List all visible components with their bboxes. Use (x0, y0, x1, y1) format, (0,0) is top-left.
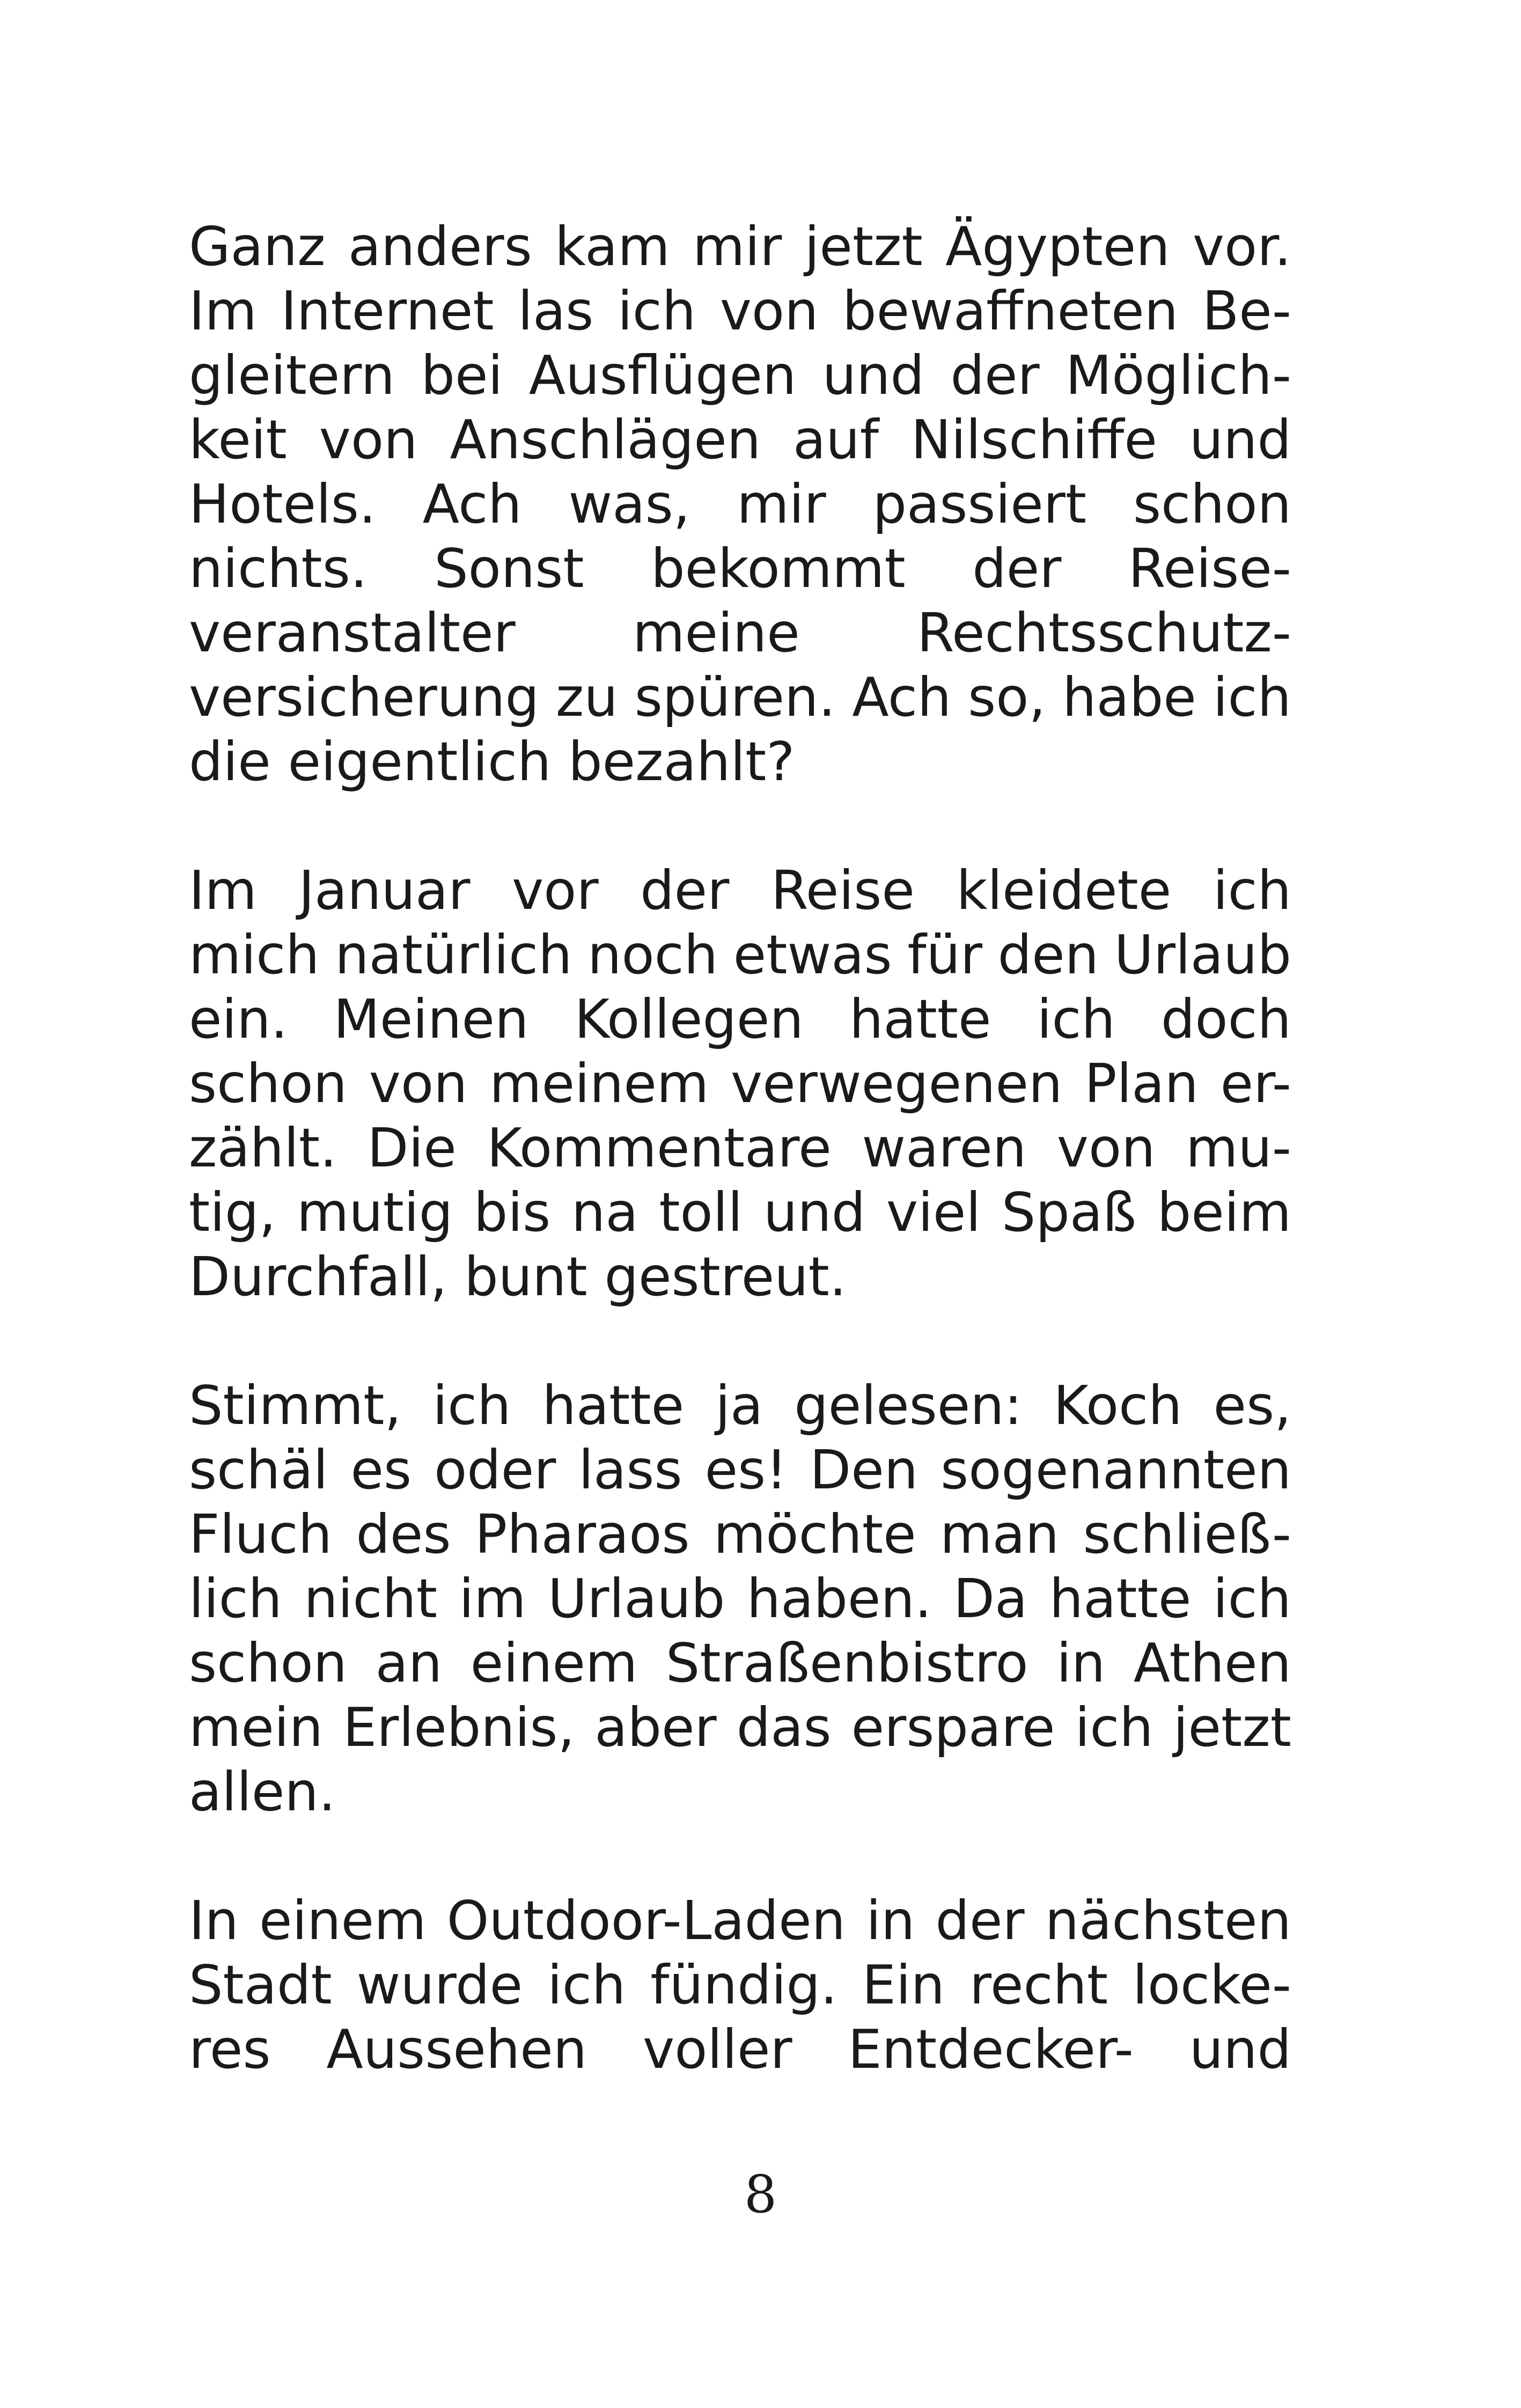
word: schon (1133, 473, 1291, 535)
word: mutig (296, 1181, 453, 1244)
word: keit (189, 408, 287, 471)
word: Nilschiffe (910, 408, 1157, 471)
word: im (459, 1567, 526, 1630)
word: der (640, 859, 730, 922)
word: ich (432, 1374, 511, 1437)
word: möchte (713, 1503, 916, 1566)
word: Outdoor-Laden (446, 1889, 846, 1952)
word: locke- (1133, 1954, 1291, 2016)
word: Fluch (189, 1503, 333, 1566)
word: ich (1075, 1696, 1153, 1759)
word: viel (886, 1181, 981, 1244)
text-line (189, 987, 1291, 1052)
word: bekommt (651, 537, 906, 600)
word: passiert (872, 473, 1087, 535)
word: in (1056, 1632, 1106, 1694)
word: ich (1213, 859, 1291, 922)
word: und (1189, 408, 1291, 471)
word: ich (547, 1954, 626, 2016)
word: hatte (1049, 1567, 1192, 1630)
word: fündig. (650, 1954, 837, 2016)
text-line-last: die eigentlich bezahlt? (189, 730, 795, 793)
word: ich (617, 280, 696, 342)
word: schäl (189, 1438, 328, 1501)
text-line (189, 472, 1291, 537)
word: vor (512, 859, 599, 922)
word: zu (555, 666, 618, 729)
text-line-last: allen. (189, 1760, 336, 1823)
text-line (189, 1567, 1291, 1631)
word: Meinen (333, 988, 529, 1051)
word: las (518, 280, 594, 342)
word: Urlaub (1114, 923, 1291, 986)
word: Reise- (1128, 537, 1291, 600)
word: hatte (542, 1374, 685, 1437)
word: zählt. (189, 1117, 337, 1179)
word: bei (421, 344, 503, 407)
word: man (940, 1503, 1060, 1566)
word: Januar (298, 859, 471, 922)
word: Urlaub (548, 1567, 725, 1630)
word: ich (1213, 1567, 1291, 1630)
word: Da (953, 1567, 1028, 1630)
word: Kollegen (574, 988, 804, 1051)
text-line (189, 601, 1291, 665)
word: auf (793, 408, 879, 471)
word: jetzt (804, 215, 923, 278)
word: Die (367, 1117, 457, 1179)
word: schließ- (1083, 1503, 1291, 1566)
word: schon (189, 1052, 348, 1115)
word: Kommentare (487, 1117, 832, 1179)
word: mein (189, 1696, 324, 1759)
word: Ausflügen (528, 344, 797, 407)
word: Plan (1084, 1052, 1199, 1115)
word: einem (470, 1632, 638, 1694)
word: oder (434, 1438, 556, 1501)
word: und (1189, 2018, 1291, 2081)
word: nächsten (1045, 1889, 1291, 1952)
word: jetzt (1173, 1696, 1291, 1759)
text-line (189, 858, 1291, 923)
word: Im (189, 859, 257, 922)
word: Spaß (1001, 1181, 1137, 1244)
word: gelesen: (794, 1374, 1023, 1437)
word: Hotels. (189, 473, 376, 535)
text-line (189, 1889, 1291, 1953)
word: habe (1062, 666, 1196, 729)
word: beim (1157, 1181, 1291, 1244)
text-line (189, 1374, 1291, 1438)
paragraph-1 (189, 215, 1291, 794)
paragraph-4 (189, 1889, 1291, 2082)
word: Möglich- (1066, 344, 1291, 407)
word: von (719, 280, 819, 342)
word: lich (189, 1567, 282, 1630)
word: noch (587, 923, 718, 986)
word: an (375, 1632, 443, 1694)
paragraph-2 (189, 858, 1291, 1309)
word: wurde (356, 1954, 523, 2016)
word: Entdecker- (848, 2018, 1134, 2081)
word: meine (633, 601, 800, 664)
word: was, (568, 473, 690, 535)
word: ja (715, 1374, 763, 1437)
word: Ein (862, 1954, 945, 2016)
word: bewaffneten (842, 280, 1179, 342)
word: mu- (1186, 1117, 1291, 1179)
word: mich (189, 923, 320, 986)
word: ich (1213, 666, 1291, 729)
word: schon (189, 1632, 348, 1694)
word: Pharaos (474, 1503, 690, 1566)
word: Ägypten (945, 215, 1170, 278)
word: nicht (304, 1567, 438, 1630)
word: aber (594, 1696, 717, 1759)
word: res (189, 2018, 271, 2081)
word: doch (1160, 988, 1291, 1051)
text-line-last: Durchfall, bunt gestreut. (189, 1245, 847, 1308)
word: waren (862, 1117, 1027, 1179)
word: Ach (422, 473, 522, 535)
word: so, (968, 666, 1046, 729)
word: von (1056, 1117, 1156, 1179)
text-line (189, 2017, 1291, 2082)
text-line (189, 279, 1291, 343)
text-line (189, 665, 1291, 730)
word: Reise (770, 859, 915, 922)
word: der (972, 537, 1062, 600)
word: toll (659, 1181, 743, 1244)
word: verwegenen (731, 1052, 1063, 1115)
text-line (189, 215, 1291, 279)
word: nichts. (189, 537, 368, 600)
word: und (822, 344, 925, 407)
word: für (907, 923, 983, 986)
word: Stimmt, (189, 1374, 402, 1437)
text-line (189, 1052, 1291, 1116)
word: na (571, 1181, 638, 1244)
word: Sonst (434, 537, 584, 600)
text-line (189, 1631, 1291, 1695)
page-number: 8 (744, 2164, 777, 2225)
word: lass (578, 1438, 682, 1501)
text-line (189, 1502, 1291, 1567)
word: Straßenbistro (665, 1632, 1028, 1694)
word: anders (348, 215, 532, 278)
word: und (763, 1181, 866, 1244)
paragraph-3 (189, 1374, 1291, 1824)
word: etwas (733, 923, 892, 986)
word: Rechtsschutz- (917, 601, 1291, 664)
word: bis (473, 1181, 551, 1244)
word: gleitern (189, 344, 395, 407)
word: mir (737, 473, 826, 535)
word: natürlich (335, 923, 572, 986)
word: Stadt (189, 1954, 332, 2016)
word: von (319, 408, 418, 471)
word: Im (189, 280, 257, 342)
word: In (189, 1889, 239, 1952)
word: meinem (489, 1052, 709, 1115)
word: Erlebnis, (343, 1696, 575, 1759)
word: des (356, 1503, 451, 1566)
word: der (935, 1889, 1025, 1952)
word: spüren. (634, 666, 836, 729)
text-line (189, 1438, 1291, 1502)
word: Athen (1133, 1632, 1291, 1694)
word: versicherung (189, 666, 539, 729)
word: erspare (851, 1696, 1055, 1759)
text-line (189, 923, 1291, 987)
text-line (189, 1116, 1291, 1180)
word: Ach (852, 666, 952, 729)
text-line (189, 1953, 1291, 2017)
word: Anschlägen (450, 408, 761, 471)
word: es (350, 1438, 412, 1501)
word: ein. (189, 988, 288, 1051)
word: mir (693, 215, 782, 278)
word: recht (969, 1954, 1108, 2016)
word: veranstalter (189, 601, 516, 664)
word: in (866, 1889, 915, 1952)
text-line (189, 1695, 1291, 1760)
word: er- (1220, 1052, 1291, 1115)
word: von (369, 1052, 468, 1115)
word: es, (1213, 1374, 1291, 1437)
text-line (189, 408, 1291, 472)
word: Koch (1053, 1374, 1182, 1437)
word: der (950, 344, 1040, 407)
text-line (189, 1180, 1291, 1245)
word: kleidete (956, 859, 1172, 922)
word: sogenannten (940, 1438, 1291, 1501)
word: es! (704, 1438, 788, 1501)
word: das (736, 1696, 832, 1759)
word: tig, (189, 1181, 276, 1244)
word: den (997, 923, 1099, 986)
word: Be- (1202, 280, 1291, 342)
word: Ganz (189, 215, 326, 278)
text-line (189, 343, 1291, 408)
word: voller (643, 2018, 792, 2081)
word: ich (1037, 988, 1115, 1051)
text-line (189, 537, 1291, 601)
word: haben. (746, 1567, 932, 1630)
word: einem (259, 1889, 427, 1952)
word: Aussehen (326, 2018, 587, 2081)
word: kam (554, 215, 670, 278)
word: vor. (1192, 215, 1291, 278)
word: hatte (849, 988, 991, 1051)
word: Internet (281, 280, 494, 342)
word: Den (810, 1438, 919, 1501)
